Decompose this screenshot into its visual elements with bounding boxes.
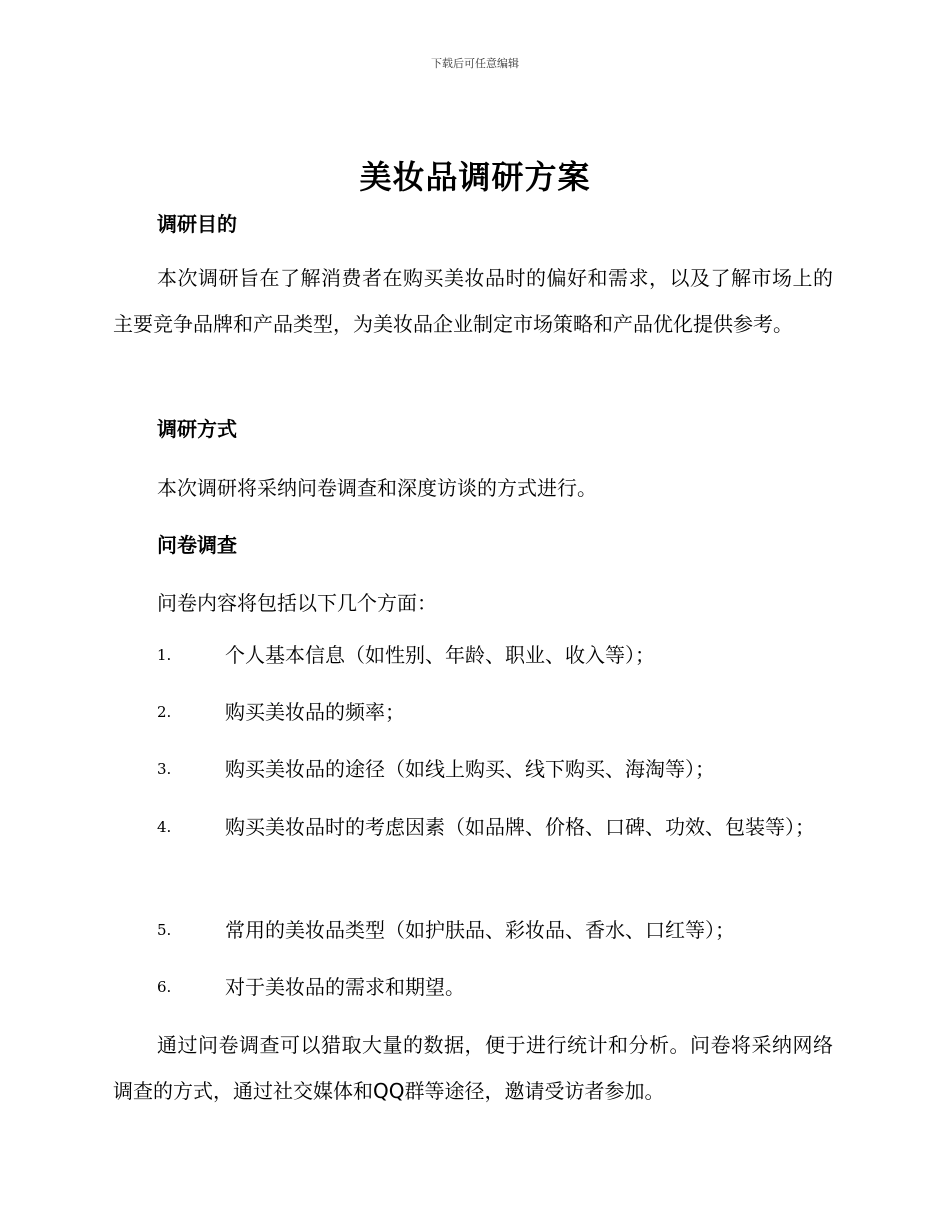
purpose-paragraph: 本次调研旨在了解消费者在购买美妆品时的偏好和需求，以及了解市场上的主要竞争品牌和产品类型，为美妆品企业制定市场策略和产品优化提供参考。	[113, 266, 833, 336]
list-item-number: 3.	[157, 760, 172, 778]
survey-closing-paragraph: 通过问卷调查可以猎取大量的数据，便于进行统计和分析。问卷将采纳网络调查的方式，通过社交媒体和QQ群等途径，邀请受访者参加。	[113, 1033, 833, 1103]
list-item-number: 6.	[157, 978, 172, 996]
section-heading-method: 调研方式	[157, 417, 237, 441]
list-item-number: 5.	[157, 921, 172, 939]
list-item-text: 购买美妆品的途径（如线上购买、线下购买、海淘等）；	[225, 757, 715, 781]
document-title: 美妆品调研方案	[359, 158, 591, 196]
list-item-number: 4.	[157, 818, 172, 836]
method-paragraph: 本次调研将采纳问卷调查和深度访谈的方式进行。	[157, 476, 597, 500]
header-note: 下载后可任意编辑	[431, 57, 519, 70]
list-item	[113, 805, 833, 851]
section-heading-purpose: 调研目的	[157, 212, 237, 236]
list-item	[113, 965, 833, 1011]
list-item-text: 常用的美妆品类型（如护肤品、彩妆品、香水、口红等）；	[225, 918, 735, 942]
list-item	[113, 747, 833, 793]
list-item	[113, 690, 833, 736]
list-item	[113, 633, 833, 679]
list-item-text: 购买美妆品时的考虑因素（如品牌、价格、口碑、功效、包装等）；	[225, 815, 815, 839]
section-heading-survey: 问卷调查	[157, 533, 237, 557]
survey-intro: 问卷内容将包括以下几个方面：	[157, 591, 437, 615]
list-item-text: 个人基本信息（如性别、年龄、职业、收入等）；	[225, 643, 655, 667]
list-item-text: 购买美妆品的频率；	[225, 700, 405, 724]
list-item	[113, 908, 833, 954]
list-item-number: 2.	[157, 703, 172, 721]
list-item-text: 对于美妆品的需求和期望。	[225, 975, 465, 999]
list-item-number: 1.	[157, 646, 172, 664]
